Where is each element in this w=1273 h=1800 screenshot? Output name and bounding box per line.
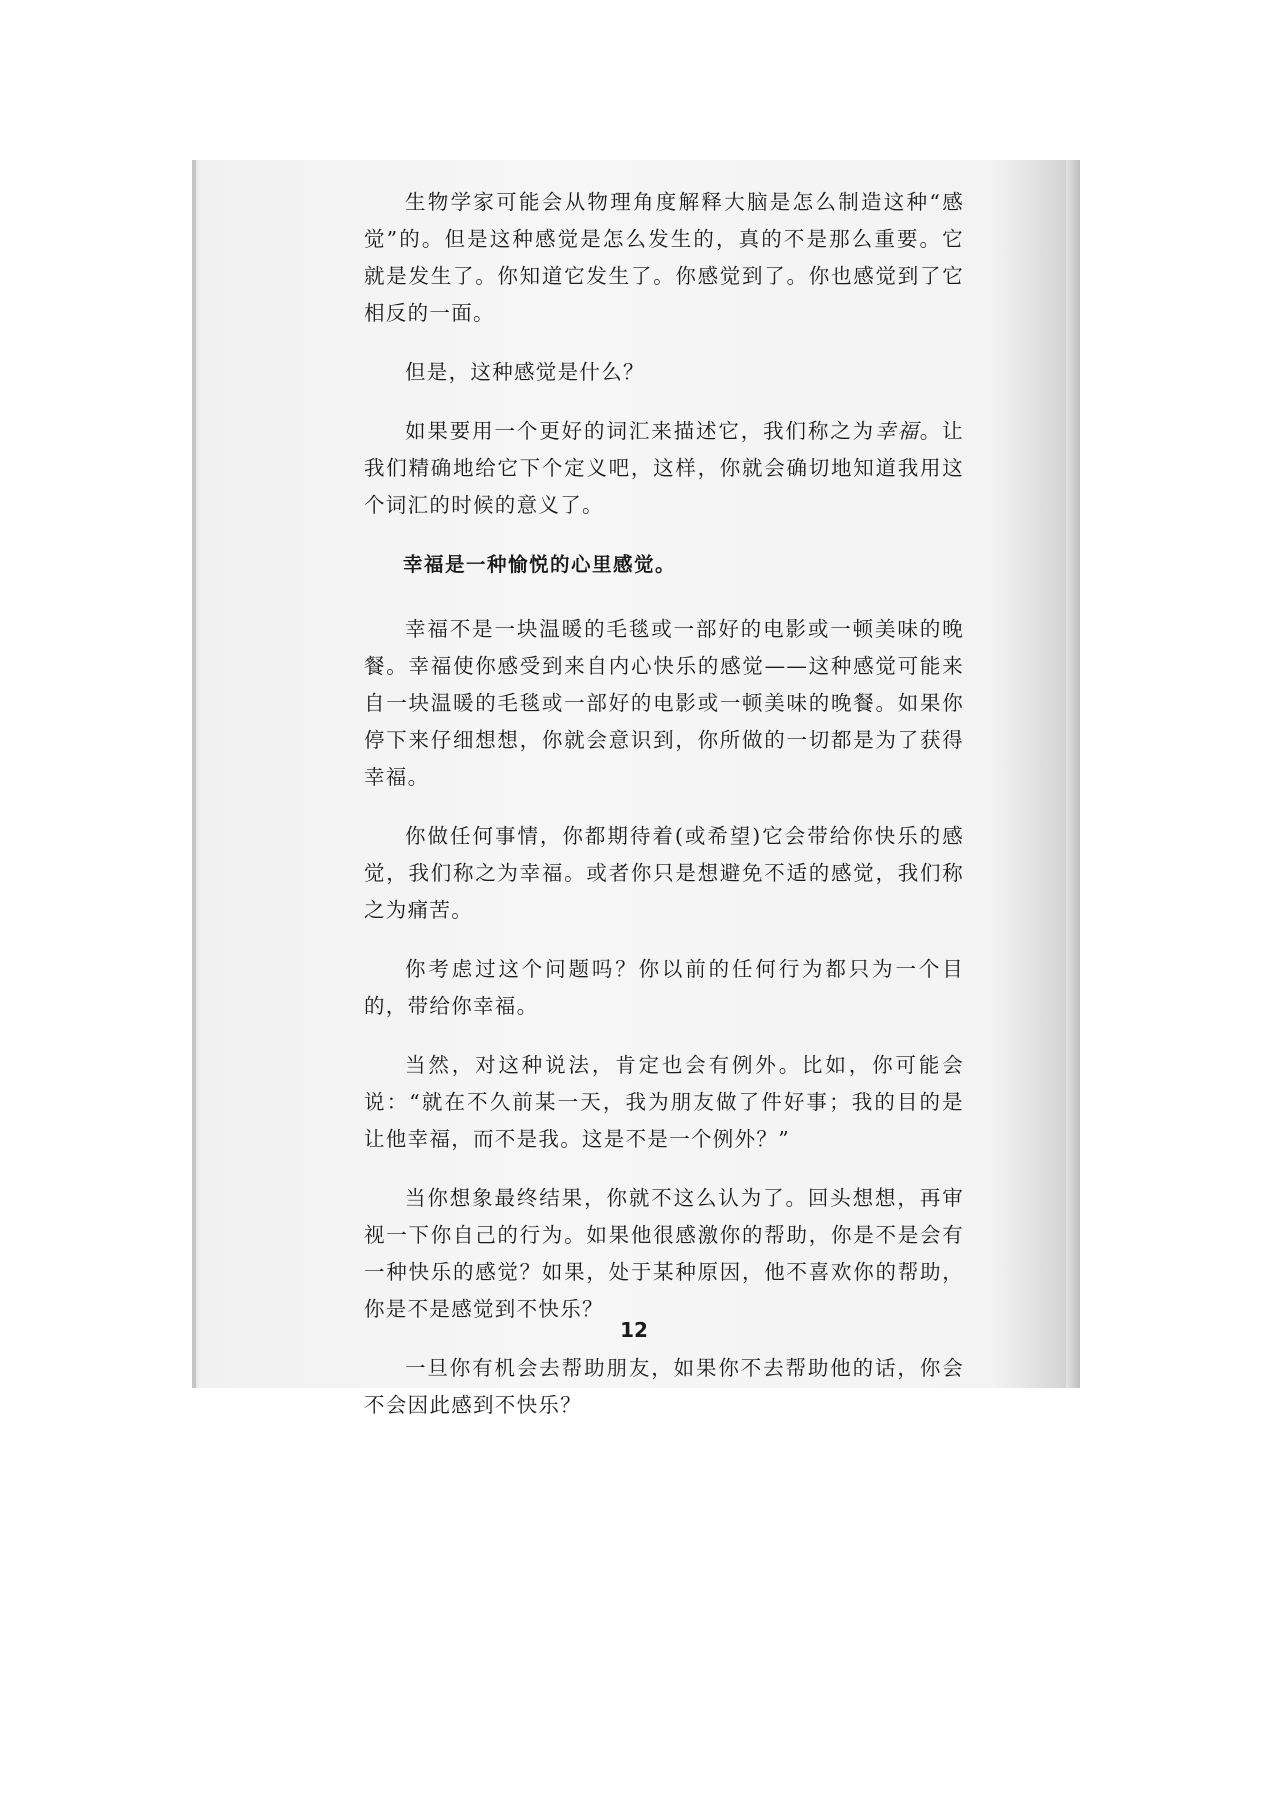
emphasized-word: 幸福 xyxy=(875,419,920,443)
paragraph-4: 幸福不是一块温暖的毛毯或一部好的电影或一顿美味的晚餐。幸福使你感受到来自内心快乐的感觉——这种感觉可能来自一块温暖的毛毯或一部好的电影或一顿美味的晚餐。如果你停下来仔细想想，你就会意识到，你所做的一切都是为了获得幸福。 xyxy=(364,617,964,789)
paragraph-5: 你做任何事情，你都期待着(或希望)它会带给你快乐的感觉，我们称之为幸福。或者你只是想避免不适的感觉，我们称之为痛苦。 xyxy=(364,824,964,922)
paragraph-7: 当然，对这种说法，肯定也会有例外。比如，你可能会说：“就在不久前某一天，我为朋友做了件好事；我的目的是让他幸福，而不是我。这是不是一个例外？” xyxy=(364,1053,964,1151)
paragraph-9: 一旦你有机会去帮助朋友，如果你不去帮助他的话，你会不会因此感到不快乐？ xyxy=(364,1356,964,1417)
body-text xyxy=(364,184,964,1446)
paragraph-3-text-after: 。让我们精确地给它下个定义吧，这样，你就会确切地知道我用这个词汇的时候的意义了。 xyxy=(364,419,964,517)
paragraph-6: 你考虑过这个问题吗？你以前的任何行为都只为一个目的，带给你幸福。 xyxy=(364,957,964,1018)
page-left-edge xyxy=(192,160,196,1388)
paragraph-3 xyxy=(364,413,964,524)
page-binding-shadow xyxy=(1066,160,1080,1388)
paragraph-3-text-before: 如果要用一个更好的词汇来描述它，我们称之为 xyxy=(405,419,876,443)
page-number: 12 xyxy=(620,1318,648,1342)
definition-heading: 幸福是一种愉悦的心里感觉。 xyxy=(403,553,677,576)
paragraph-2: 但是，这种感觉是什么？ xyxy=(405,360,645,384)
scanned-page xyxy=(192,160,1080,1417)
paragraph-1: 生物学家可能会从物理角度解释大脑是怎么制造这种“感觉”的。但是这种感觉是怎么发生的，真的不是那么重要。它就是发生了。你知道它发生了。你感觉到了。你也感觉到了它相反的一面。 xyxy=(364,190,964,325)
paragraph-8: 当你想象最终结果，你就不这么认为了。回头想想，再审视一下你自己的行为。如果他很感激你的帮助，你是不是会有一种快乐的感觉？如果，处于某种原因，他不喜欢你的帮助，你是不是感觉到不快乐？ xyxy=(364,1186,964,1321)
